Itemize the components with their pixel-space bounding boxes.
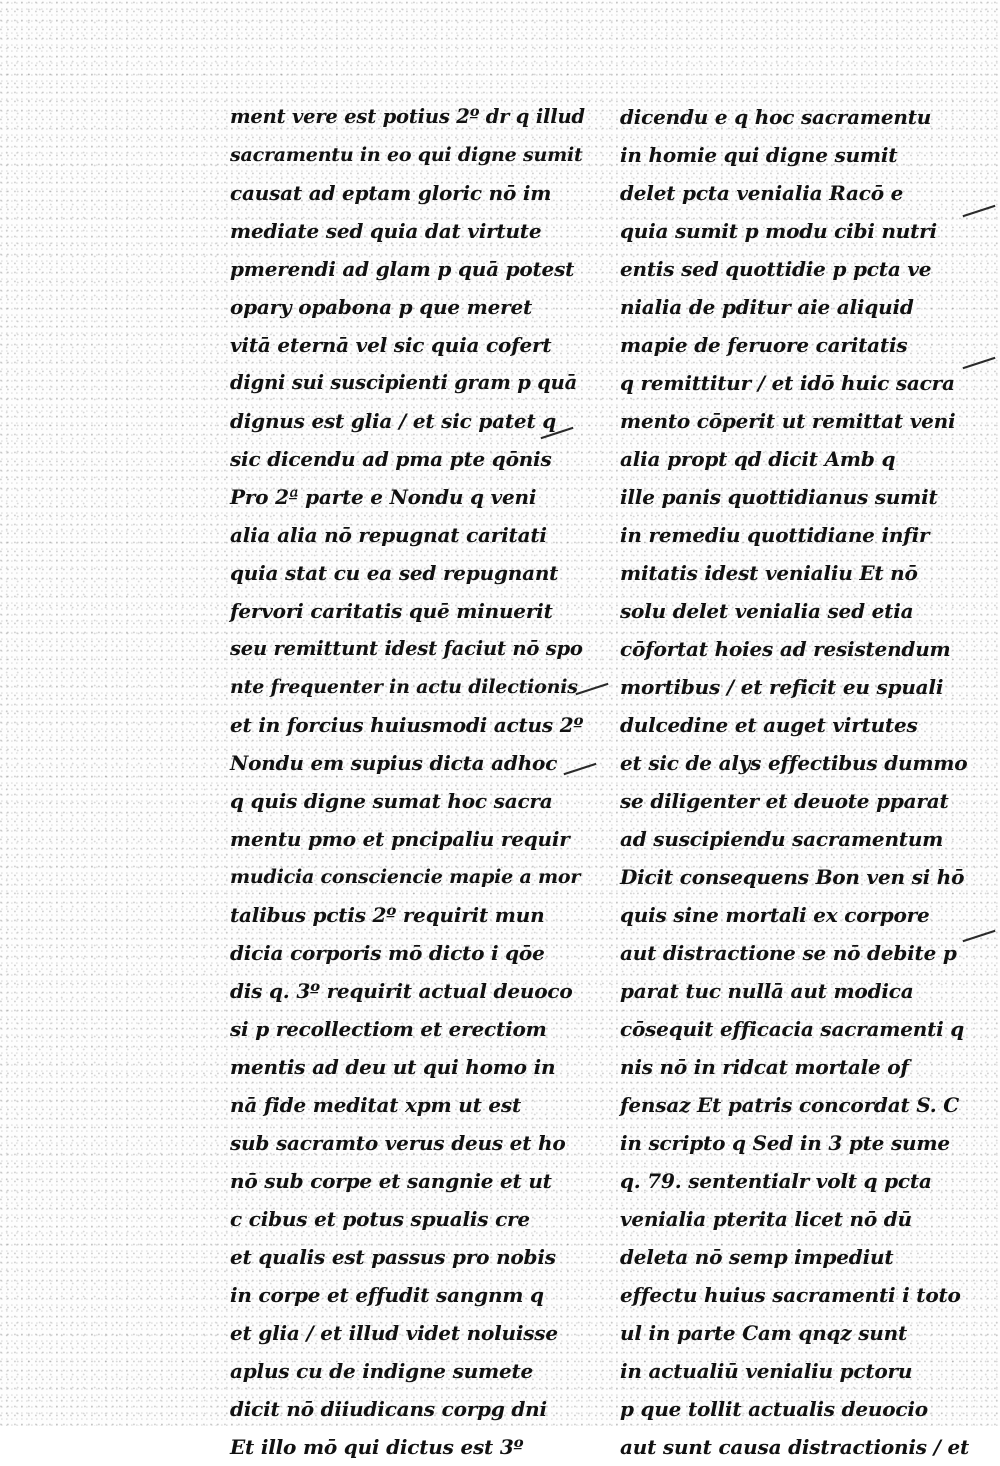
text-line: sic dicendu ad pma pte qōnis: [230, 447, 552, 471]
text-line: talibus pctis 2º requirit mun: [230, 903, 545, 927]
text-line: seu remittunt idest faciut nō spo: [230, 637, 583, 660]
text-line: effectu huius sacramenti i toto: [620, 1283, 961, 1307]
text-line: in homie qui digne sumit: [620, 143, 898, 167]
text-line: deleta nō semp impediut: [620, 1245, 894, 1269]
text-line: q quis digne sumat hoc sacra: [230, 789, 553, 813]
text-line: p que tollit actualis deuocio: [620, 1397, 928, 1421]
text-line: Dicit consequens Bon ven si hō: [620, 865, 965, 889]
text-line: ille panis quottidianus sumit: [620, 485, 938, 509]
text-line: entis sed quottidie p pcta ve: [620, 257, 932, 281]
text-line: dicendu e q hoc sacramentu: [620, 105, 932, 129]
text-line: mento cōperit ut remittat veni: [620, 409, 956, 433]
text-line: mudicia consciencie mapie a mor: [230, 866, 581, 888]
text-line: opary opabona p que meret: [230, 295, 533, 319]
text-line: se diligenter et deuote pparat: [620, 789, 949, 813]
text-line: et sic de alys effectibus dummo: [620, 751, 968, 775]
text-line: dicit nō diiudicans corpg dni: [230, 1397, 547, 1421]
text-line: nte frequenter in actu dilectionis: [230, 676, 578, 698]
text-line: dignus est glia / et sic patet q: [230, 409, 557, 433]
text-line: nis nō in ridcat mortale of: [620, 1055, 909, 1079]
text-line: Pro 2ª parte e Nondu q veni: [230, 485, 537, 509]
text-line: pmerendi ad glam p quā potest: [230, 257, 575, 281]
text-line: mentis ad deu ut qui homo in: [230, 1055, 556, 1079]
text-line: dulcedine et auget virtutes: [620, 713, 918, 737]
left-text-column: [230, 98, 585, 1466]
text-line: ul in parte Cam qnqz sunt: [620, 1321, 908, 1345]
text-line: in remediu quottidiane infir: [620, 523, 930, 547]
text-line: et qualis est passus pro nobis: [230, 1245, 556, 1269]
text-line: alia alia nō repugnat caritati: [230, 523, 547, 547]
text-line: et in forcius huiusmodi actus 2º: [230, 713, 584, 737]
text-line: Nondu em supius dicta adhoc: [230, 751, 558, 775]
text-line: c cibus et potus spualis cre: [230, 1207, 530, 1231]
text-line: sub sacramto verus deus et ho: [230, 1131, 566, 1155]
text-line: mitatis idest venialiu Et nō: [620, 561, 918, 585]
text-line: aut distractione se nō debite p: [620, 941, 957, 965]
right-text-column: [620, 98, 980, 1466]
text-line: ad suscipiendu sacramentum: [620, 827, 944, 851]
text-line: delet pcta venialia Racō e: [620, 181, 904, 205]
text-line: fervori caritatis quē minuerit: [230, 599, 553, 623]
text-line: dicia corporis mō dicto i qōe: [230, 941, 545, 965]
text-line: alia propt qd dicit Amb q: [620, 447, 896, 471]
text-line: mortibus / et reficit eu spuali: [620, 675, 944, 699]
text-line: aplus cu de indigne sumete: [230, 1359, 534, 1383]
text-line: in scripto q Sed in 3 pte sume: [620, 1131, 950, 1155]
text-line: quia sumit p modu cibi nutri: [620, 219, 937, 243]
text-line: cōfortat hoies ad resistendum: [620, 637, 951, 661]
text-line: causat ad eptam gloric nō im: [230, 181, 552, 205]
text-line: sacramentu in eo qui digne sumit: [230, 144, 583, 166]
text-line: venialia pterita licet nō dū: [620, 1207, 912, 1231]
text-line: nialia de pditur aie aliquid: [620, 295, 914, 319]
text-line: fensaz Et patris concordat S. C: [620, 1093, 960, 1117]
text-line: parat tuc nullā aut modica: [620, 979, 914, 1003]
text-line: mapie de feruore caritatis: [620, 333, 908, 357]
text-line: nā fide meditat xpm ut est: [230, 1093, 522, 1117]
text-line: q remittitur / et idō huic sacra: [620, 371, 955, 395]
text-line: si p recollectiom et erectiom: [230, 1017, 547, 1041]
text-line: nō sub corpe et sangnie et ut: [230, 1169, 552, 1193]
text-line: cōsequit efficacia sacramenti q: [620, 1017, 965, 1041]
text-line: quis sine mortali ex corpore: [620, 903, 930, 927]
text-line: quia stat cu ea sed repugnant: [230, 561, 559, 585]
text-line: Et illo mō qui dictus est 3º: [230, 1435, 524, 1459]
text-line: et glia / et illud videt noluisse: [230, 1321, 558, 1345]
text-line: vitā eternā vel sic quia cofert: [230, 333, 552, 357]
text-line: aut sunt causa distractionis / et: [620, 1435, 970, 1459]
text-line: in corpe et effudit sangnm q: [230, 1283, 544, 1307]
text-line: in actualiū venialiu pctoru: [620, 1359, 913, 1383]
text-line: solu delet venialia sed etia: [620, 599, 914, 623]
text-line: ment vere est potius 2º dr q illud: [230, 105, 585, 128]
text-line: dis q. 3º requirit actual deuoco: [230, 979, 573, 1003]
text-line: q. 79. sententialr volt q pcta: [620, 1169, 932, 1193]
text-line: mentu pmo et pncipaliu requir: [230, 827, 570, 851]
text-line: mediate sed quia dat virtute: [230, 219, 542, 243]
text-line: digni sui suscipienti gram p quā: [230, 371, 578, 394]
